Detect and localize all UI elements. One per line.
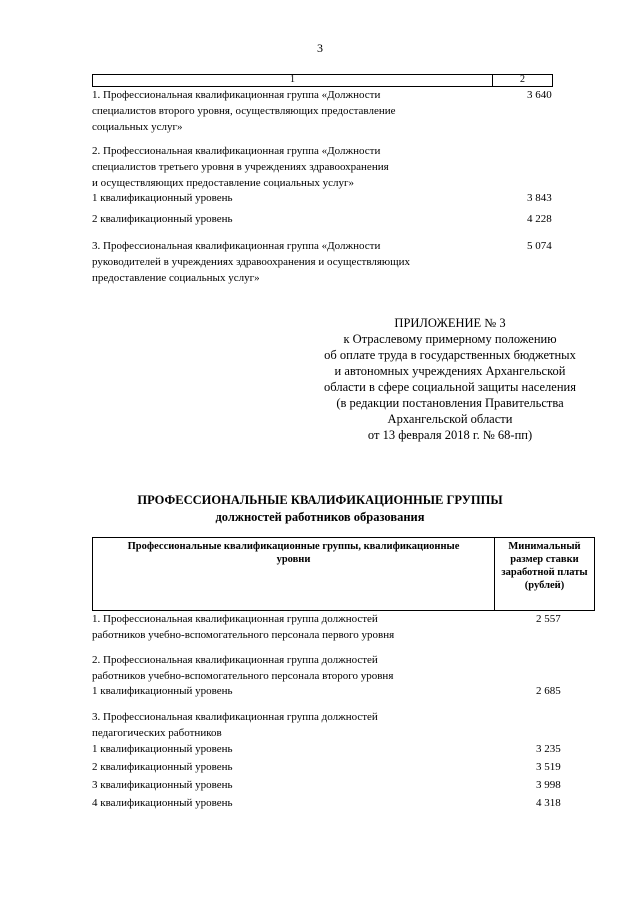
level-name: 3 квалификационный уровень (92, 779, 233, 791)
column-header-2: 2 (520, 74, 525, 85)
appendix-heading (250, 315, 640, 443)
level-name: 2 квалификационный уровень (92, 213, 233, 225)
level-name: 1 квалификационный уровень (92, 192, 233, 204)
appendix-line: (в редакции постановления Правительства (336, 396, 564, 410)
salary-table-social (92, 74, 553, 284)
group-name: 2. Профессиональная квалификационная группа «Должности специалистов третьего уровня в учреждениях здравоохранения и осуществляющих предоставление социальных услуг» (92, 145, 389, 189)
rate-value: 5 074 (527, 240, 552, 252)
rate-value: 2 557 (536, 613, 561, 625)
column-header-1: 1 (93, 75, 493, 86)
appendix-line: ПРИЛОЖЕНИЕ № 3 (394, 316, 506, 330)
level-name: 1 квалификационный уровень (92, 743, 233, 755)
rate-value: 3 843 (527, 192, 552, 204)
rate-value: 3 235 (536, 743, 561, 755)
rate-value: 3 640 (527, 89, 552, 101)
level-name: 1 квалификационный уровень (92, 685, 233, 697)
level-name: 2 квалификационный уровень (92, 761, 233, 773)
rate-value: 2 685 (536, 685, 561, 697)
column-header-groups: Профессиональные квалификационные группы, квалификационные уровни (93, 538, 495, 610)
table-header (92, 537, 595, 611)
appendix-line: области в сфере социальной защиты населения (324, 380, 576, 394)
rate-value: 4 228 (527, 213, 552, 225)
group-name: 3. Профессиональная квалификационная группа «Должности руководителей в учреждениях здравоохранения и осуществляющих предоставление социальных услуг» (92, 240, 410, 284)
page-number: 3 (317, 41, 323, 55)
appendix-line: об оплате труда в государственных бюджетных (324, 348, 576, 362)
group-name: 3. Профессиональная квалификационная группа должностей педагогических работников (92, 711, 378, 739)
appendix-line: к Отраслевому примерному положению (343, 332, 557, 346)
rate-value: 3 519 (536, 761, 561, 773)
group-name: 2. Профессиональная квалификационная группа должностей работников учебно-вспомогательного персонала второго уровня (92, 654, 394, 682)
column-header-rate: Минимальный размер ставки заработной платы (рублей) (501, 541, 588, 591)
appendix-line: Архангельской области (387, 412, 513, 426)
group-name: 1. Профессиональная квалификационная группа должностей работников учебно-вспомогательного персонала первого уровня (92, 613, 395, 641)
rate-value: 4 318 (536, 797, 561, 809)
group-name: 1. Профессиональная квалификационная группа «Должности специалистов второго уровня, осуществляющих предоставление социальных услуг» (92, 89, 396, 133)
level-name: 4 квалификационный уровень (92, 797, 233, 809)
salary-table-education (92, 537, 595, 809)
rate-value: 3 998 (536, 779, 561, 791)
appendix-line: от 13 февраля 2018 г. № 68-пп) (367, 428, 533, 442)
table-header (92, 74, 553, 87)
section-title-line-1: ПРОФЕССИОНАЛЬНЫЕ КВАЛИФИКАЦИОННЫЕ ГРУППЫ (137, 493, 503, 507)
appendix-line: и автономных учреждениях Архангельской (334, 364, 566, 378)
section-title (0, 492, 640, 526)
section-title-line-2: должностей работников образования (215, 510, 425, 524)
